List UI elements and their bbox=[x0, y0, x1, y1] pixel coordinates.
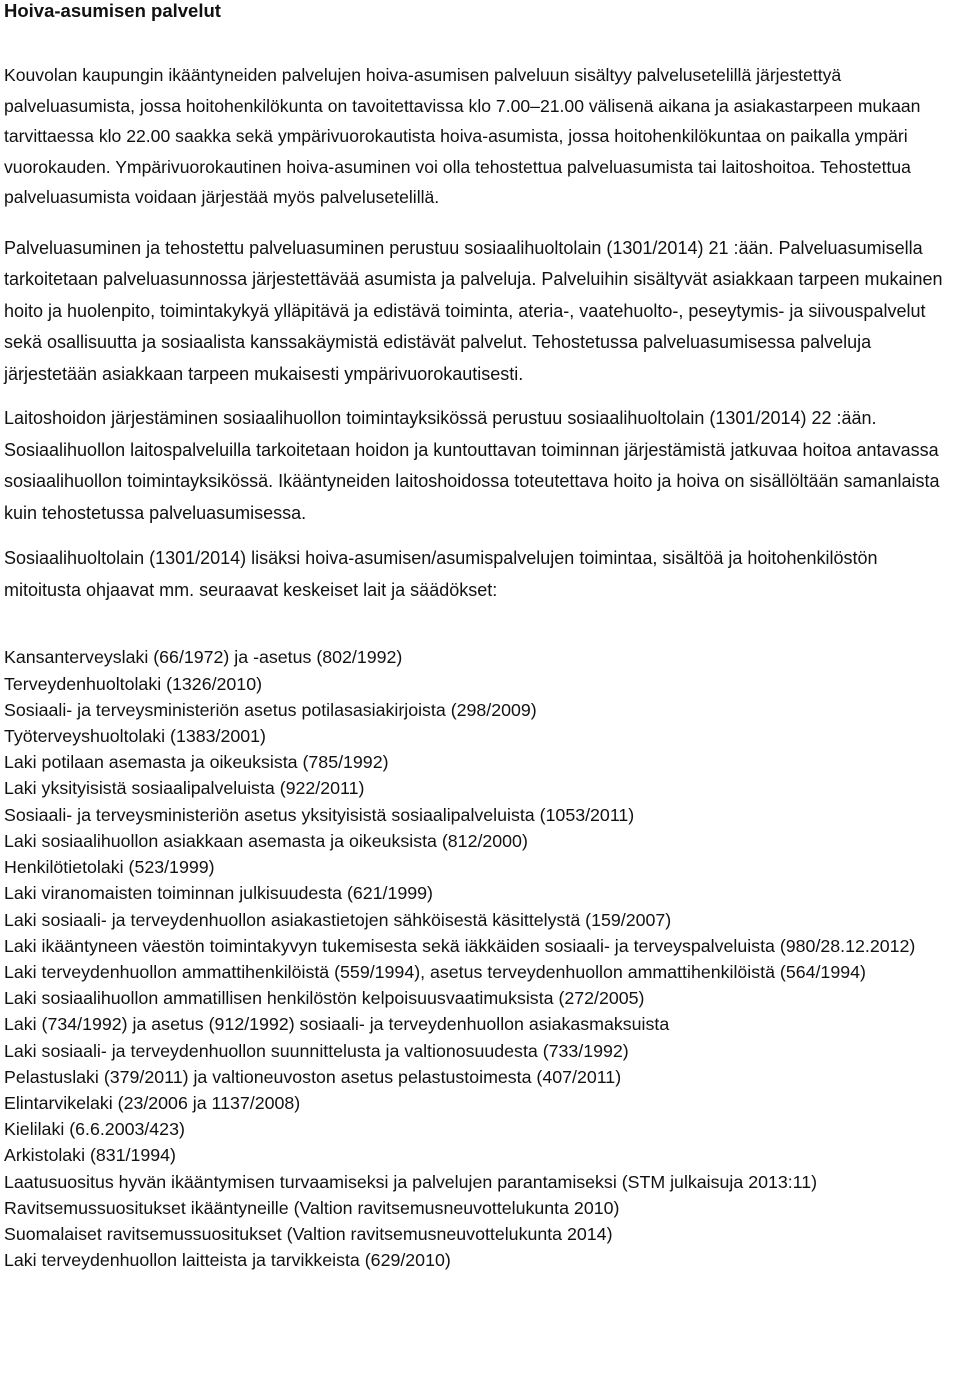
law-item: Laki potilaan asemasta ja oikeuksista (785/1992) bbox=[4, 752, 389, 773]
law-item: Työterveyshuoltolaki (1383/2001) bbox=[4, 726, 266, 747]
law-item: Laki yksityisistä sosiaalipalveluista (922/2011) bbox=[4, 778, 365, 799]
law-item: Suomalaiset ravitsemussuositukset (Valtion ravitsemusneuvottelukunta 2014) bbox=[4, 1223, 613, 1244]
law-item: Ravitsemussuositukset ikääntyneille (Valtion ravitsemusneuvottelukunta 2010) bbox=[4, 1197, 620, 1218]
law-list bbox=[4, 644, 954, 1273]
law-item: Laki terveydenhuollon laitteista ja tarvikkeista (629/2010) bbox=[4, 1250, 451, 1271]
law-item: Kielilaki (6.6.2003/423) bbox=[4, 1119, 185, 1140]
law-item: Terveydenhuoltolaki (1326/2010) bbox=[4, 673, 263, 694]
laitoshoito-paragraph: Laitoshoidon järjestäminen sosiaalihuollon toimintayksikössä perustuu sosiaalihuoltolain (1301/2014) 22 :ään. Sosiaalihuollon laitospalveluilla tarkoitetaan hoidon ja kuntouttavan toiminnan järjestämistä jatkuvaa hoitoa antavassa sosiaalihuollon toimintayksikössä. Ikääntyneiden laitoshoidossa toteutettava hoito ja hoiva on sisällöltään samanlaista kuin tehostetussa palveluasumisessa. bbox=[4, 408, 940, 523]
law-item: Kansanterveyslaki (66/1972) ja -asetus (802/1992) bbox=[4, 647, 403, 668]
law-item: Sosiaali- ja terveysministeriön asetus yksityisistä sosiaalipalveluista (1053/2011) bbox=[4, 804, 635, 825]
law-item: Elintarvikelaki (23/2006 ja 1137/2008) bbox=[4, 1092, 301, 1113]
law-item: Laki terveydenhuollon ammattihenkilöistä (559/1994), asetus terveydenhuollon ammattihenkilöistä (564/1994) bbox=[4, 961, 866, 982]
law-item: Laki sosiaalihuollon asiakkaan asemasta ja oikeuksista (812/2000) bbox=[4, 830, 528, 851]
intro-paragraph: Kouvolan kaupungin ikääntyneiden palvelujen hoiva-asumisen palveluun sisältyy palvelusetelillä järjestettyä palveluasumista, jossa hoitohenkilökunta on tavoitettavissa klo 7.00–21.00 välisenä aikana ja asiakastarpeen mukaan tarvittaessa klo 22.00 saakka sekä ympärivuorokautista hoiva-asumista, jossa hoitohenkilökuntaa on paikalla ympäri vuorokauden. Ympärivuorokautinen hoiva-asuminen voi olla tehostettua palveluasumista tai laitoshoitoa. Tehostettua palveluasumista voidaan järjestää myös palvelusetelillä. bbox=[4, 65, 921, 208]
palveluasuminen-paragraph: Palveluasuminen ja tehostettu palveluasuminen perustuu sosiaalihuoltolain (1301/2014) 21 :ään. Palveluasumisella tarkoitetaan palveluasunnossa järjestettävää asumista ja palveluja. Palveluihin sisältyvät asiakkaan tarpeen mukainen hoito ja huolenpito, toimintakykyä ylläpitävä ja edistävä toiminta, ateria-, vaatehuolto-, peseytymis- ja siivouspalvelut sekä osallisuutta ja sosiaalista kanssakäymistä edistävät palvelut. Tehostetussa palveluasumisessa palveluja järjestetään asiakkaan tarpeen mukaisesti ympärivuorokautisesti. bbox=[4, 237, 943, 384]
law-item: Laki sosiaali- ja terveydenhuollon asiakastietojen sähköisestä käsittelystä (159/2007) bbox=[4, 909, 672, 930]
law-item: Laki (734/1992) ja asetus (912/1992) sosiaali- ja terveydenhuollon asiakasmaksuista bbox=[4, 1014, 670, 1035]
law-item: Laki sosiaalihuollon ammatillisen henkilöstön kelpoisuusvaatimuksista (272/2005) bbox=[4, 988, 645, 1009]
legislation-intro-paragraph: Sosiaalihuoltolain (1301/2014) lisäksi hoiva-asumisen/asumispalvelujen toimintaa, sisältöä ja hoitohenkilöstön mitoitusta ohjaavat mm. seuraavat keskeiset lait ja säädökset: bbox=[4, 548, 878, 600]
law-item: Laatusuositus hyvän ikääntymisen turvaamiseksi ja palvelujen parantamiseksi (STM julkaisuja 2013:11) bbox=[4, 1171, 818, 1192]
law-item: Henkilötietolaki (523/1999) bbox=[4, 857, 215, 878]
law-item: Arkistolaki (831/1994) bbox=[4, 1145, 176, 1166]
document-page bbox=[4, 0, 954, 1273]
law-item: Laki sosiaali- ja terveydenhuollon suunnittelusta ja valtionosuudesta (733/1992) bbox=[4, 1040, 629, 1061]
page-title: Hoiva-asumisen palvelut bbox=[4, 0, 221, 21]
law-item: Sosiaali- ja terveysministeriön asetus potilasasiakirjoista (298/2009) bbox=[4, 699, 537, 720]
law-item: Laki viranomaisten toiminnan julkisuudesta (621/1999) bbox=[4, 883, 433, 904]
law-item: Pelastuslaki (379/2011) ja valtioneuvoston asetus pelastustoimesta (407/2011) bbox=[4, 1066, 622, 1087]
law-item: Laki ikääntyneen väestön toimintakyvyn tukemisesta sekä iäkkäiden sosiaali- ja terveyspalveluista (980/28.12.2012) bbox=[4, 935, 916, 956]
